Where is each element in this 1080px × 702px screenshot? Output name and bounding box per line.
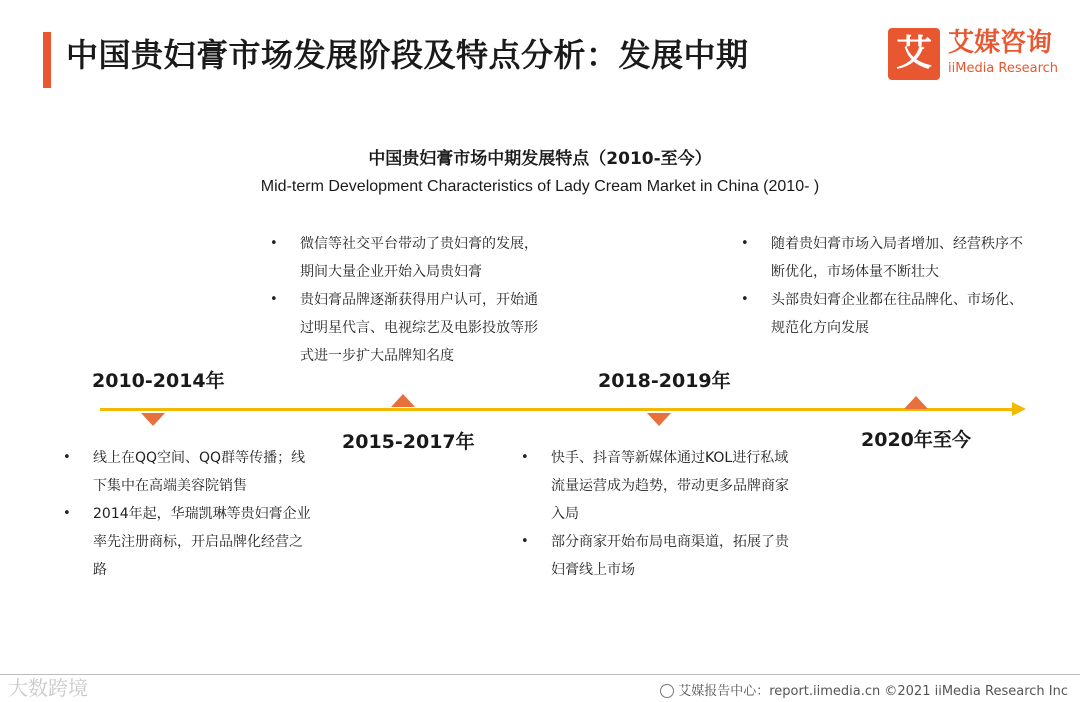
timeline-marker-up-2 bbox=[391, 394, 415, 407]
list-item: • 随着贵妇膏市场入局者增加、经营秩序不断优化，市场体量不断壮大 bbox=[741, 230, 1027, 286]
stage-1-bullets bbox=[63, 444, 311, 584]
iimedia-logo bbox=[888, 28, 1068, 84]
stage-year-1: 2010-2014年 bbox=[92, 370, 225, 392]
list-item: • 快手、抖音等新媒体通过KOL进行私域流量运营成为趋势，带动更多品牌商家入局 bbox=[521, 444, 801, 528]
footer-source bbox=[660, 680, 1068, 699]
stage-3-bullets bbox=[521, 444, 801, 584]
timeline-marker-down-1 bbox=[141, 413, 165, 426]
list-item: • 微信等社交平台带动了贵妇膏的发展，期间大量企业开始入局贵妇膏 bbox=[270, 230, 542, 286]
footer-source-text: 艾媒报告中心：report.iimedia.cn ©2021 iiMedia Research Inc bbox=[678, 684, 1068, 699]
stage-year-4: 2020年至今 bbox=[861, 429, 971, 451]
footer-divider bbox=[0, 674, 1080, 675]
timeline-marker-up-4 bbox=[904, 396, 928, 409]
list-item: • 贵妇膏品牌逐渐获得用户认可，开始通过明星代言、电视综艺及电影投放等形式进一步扩大品牌知名度 bbox=[270, 286, 542, 370]
subtitle-cn: 中国贵妇膏市场中期发展特点（2010-至今） bbox=[368, 149, 712, 169]
timeline-marker-down-3 bbox=[647, 413, 671, 426]
page-title: 中国贵妇膏市场发展阶段及特点分析：发展中期 bbox=[66, 36, 749, 74]
list-item: • 2014年起，华瑞凯琳等贵妇膏企业率先注册商标，开启品牌化经营之路 bbox=[63, 500, 311, 584]
logo-name-en: iiMedia Research bbox=[948, 61, 1059, 76]
watermark-text: 大数跨境 bbox=[8, 676, 88, 700]
list-item: • 线上在QQ空间、QQ群等传播；线下集中在高端美容院销售 bbox=[63, 444, 311, 500]
stage-year-2: 2015-2017年 bbox=[342, 431, 475, 453]
list-item: • 部分商家开始布局电商渠道，拓展了贵妇膏线上市场 bbox=[521, 528, 801, 584]
stage-year-3: 2018-2019年 bbox=[598, 370, 731, 392]
subtitle-en: Mid-term Development Characteristics of Lady Cream Market in China (2010- ) bbox=[260, 178, 820, 195]
timeline-axis bbox=[100, 408, 1015, 411]
title-accent-bar bbox=[43, 32, 51, 88]
logo-mark: 艾 bbox=[888, 28, 940, 80]
logo-name-cn: 艾媒咨询 bbox=[948, 28, 1053, 58]
stage-4-bullets bbox=[741, 230, 1027, 342]
globe-icon bbox=[660, 684, 674, 698]
timeline-arrow-icon bbox=[1012, 402, 1026, 416]
stage-2-bullets bbox=[270, 230, 542, 370]
list-item: • 头部贵妇膏企业都在往品牌化、市场化、规范化方向发展 bbox=[741, 286, 1027, 342]
